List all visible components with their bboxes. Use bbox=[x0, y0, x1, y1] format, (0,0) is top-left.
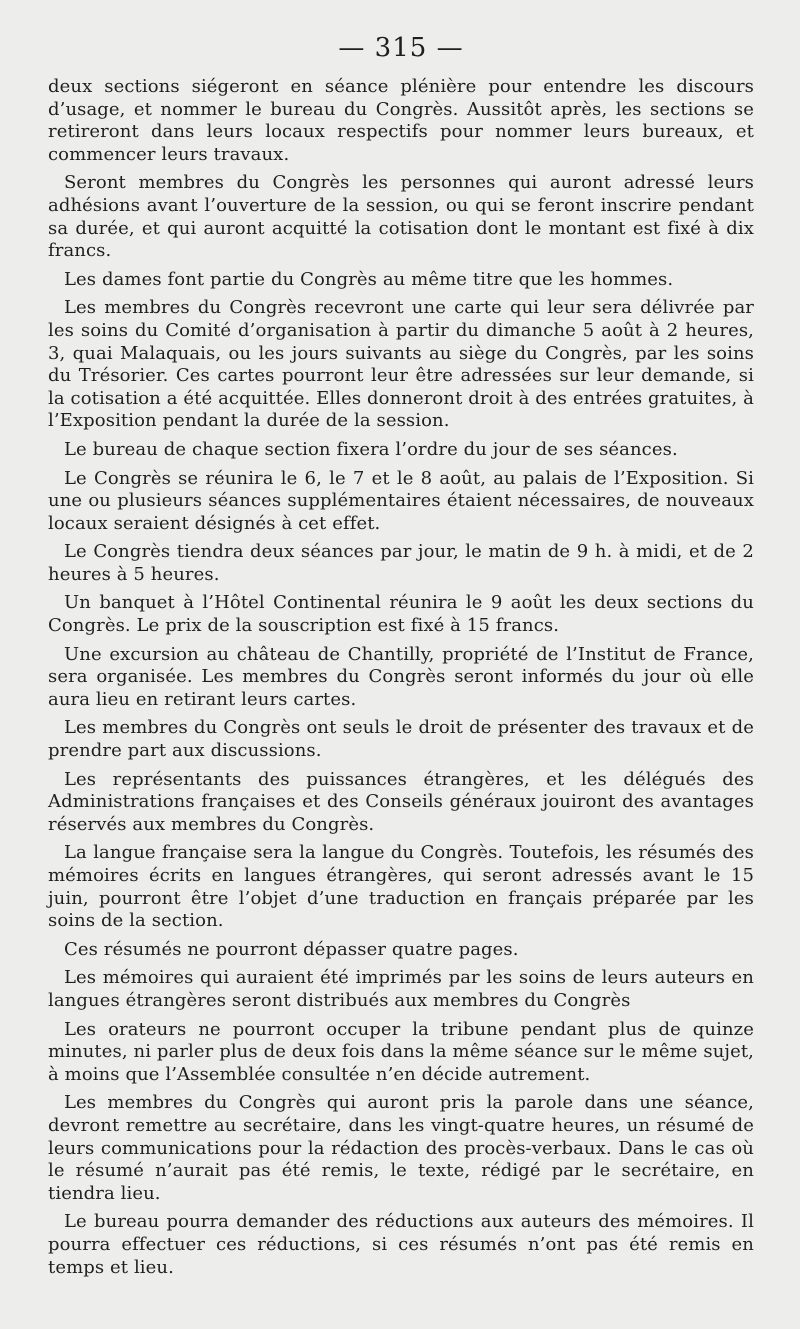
body-text bbox=[48, 76, 754, 1279]
paragraph-membership: Seront membres du Congrès les personnes qui auront adressé leurs adhésions avant l’ouverture de la session, ou qui se feront inscrire pendant sa durée, et qui auront acquitté la cotisation dont le montant est fixé à dix francs. bbox=[48, 172, 754, 262]
paragraph-section-agenda: Le bureau de chaque section fixera l’ordre du jour de ses séances. bbox=[64, 438, 678, 460]
paragraph-continuation: deux sections siégeront en séance plénière pour entendre les discours d’usage, et nommer le bureau du Congrès. Aussitôt après, les sections se retireront dans leurs locaux respectifs pour nommer leurs bureaux, et commencer leurs travaux. bbox=[48, 76, 754, 165]
paragraph-banquet: Un banquet à l’Hôtel Continental réunira le 9 août les deux sections du Congrès. Le prix de la souscription est fixé à 15 francs. bbox=[48, 592, 754, 637]
paragraph-meeting-dates: Le Congrès se réunira le 6, le 7 et le 8 août, au palais de l’Exposition. Si une ou plusieurs séances supplémentaires étaient nécessaires, de nouveaux locaux seraient désignés à cet effet. bbox=[48, 467, 754, 534]
paragraph-representatives: Les représentants des puissances étrangères, et les délégués des Administrations françaises et des Conseils généraux jouiront des avantages réservés aux membres du Congrès. bbox=[48, 768, 754, 835]
page-number: — 315 — bbox=[338, 33, 464, 63]
paragraph-summaries: Les membres du Congrès qui auront pris la parole dans une séance, devront remettre au secrétaire, dans les vingt-quatre heures, un résumé de leurs communications pour la rédaction des procès-verbaux. Dans le cas où le résumé n’aurait pas été remis, le texte, rédigé par le secrétaire, en tiendra lieu. bbox=[48, 1092, 754, 1204]
paragraph-presenting-rights: Les membres du Congrès ont seuls le droit de présenter des travaux et de prendre part aux discussions. bbox=[48, 717, 754, 762]
paragraph-reductions: Le bureau pourra demander des réductions aux auteurs des mémoires. Il pourra effectuer ces réductions, si ces résumés n’ont pas été remis en temps et lieu. bbox=[48, 1211, 754, 1278]
paragraph-foreign-memoirs: Les mémoires qui auraient été imprimés par les soins de leurs auteurs en langues étrangères seront distribués aux membres du Congrès bbox=[48, 967, 754, 1011]
paragraph-summary-length: Ces résumés ne pourront dépasser quatre pages. bbox=[64, 938, 519, 960]
paragraph-speaking-time: Les orateurs ne pourront occuper la tribune pendant plus de quinze minutes, ni parler plus de deux fois dans la même séance sur le même sujet, à moins que l’Assemblée consultée n’en décide autrement. bbox=[48, 1018, 754, 1085]
paragraph-member-cards: Les membres du Congrès recevront une carte qui leur sera délivrée par les soins du Comité d’organisation à partir du dimanche 5 août à 2 heures, 3, quai Malaquais, ou les jours suivants au siège du Congrès, par les soins du Trésorier. Ces cartes pourront leur être adressées sur leur demande, si la cotisation a été acquittée. Elles donneront droit à des entrées gratuites, à l’Exposition pendant la durée de la session. bbox=[48, 297, 754, 432]
paragraph-excursion: Une excursion au château de Chantilly, propriété de l’Institut de France, sera organisée. Les membres du Congrès seront informés du jour où elle aura lieu en retirant leurs cartes. bbox=[48, 643, 754, 710]
paragraph-language: La langue française sera la langue du Congrès. Toutefois, les résumés des mémoires écrits en langues étrangères, qui seront adressés avant le 15 juin, pourront être l’objet d’une traduction en français préparée par les soins de la section. bbox=[48, 842, 754, 932]
paragraph-session-hours: Le Congrès tiendra deux séances par jour, le matin de 9 h. à midi, et de 2 heures à 5 heures. bbox=[48, 541, 754, 585]
paragraph-ladies: Les dames font partie du Congrès au même titre que les hommes. bbox=[64, 268, 674, 290]
